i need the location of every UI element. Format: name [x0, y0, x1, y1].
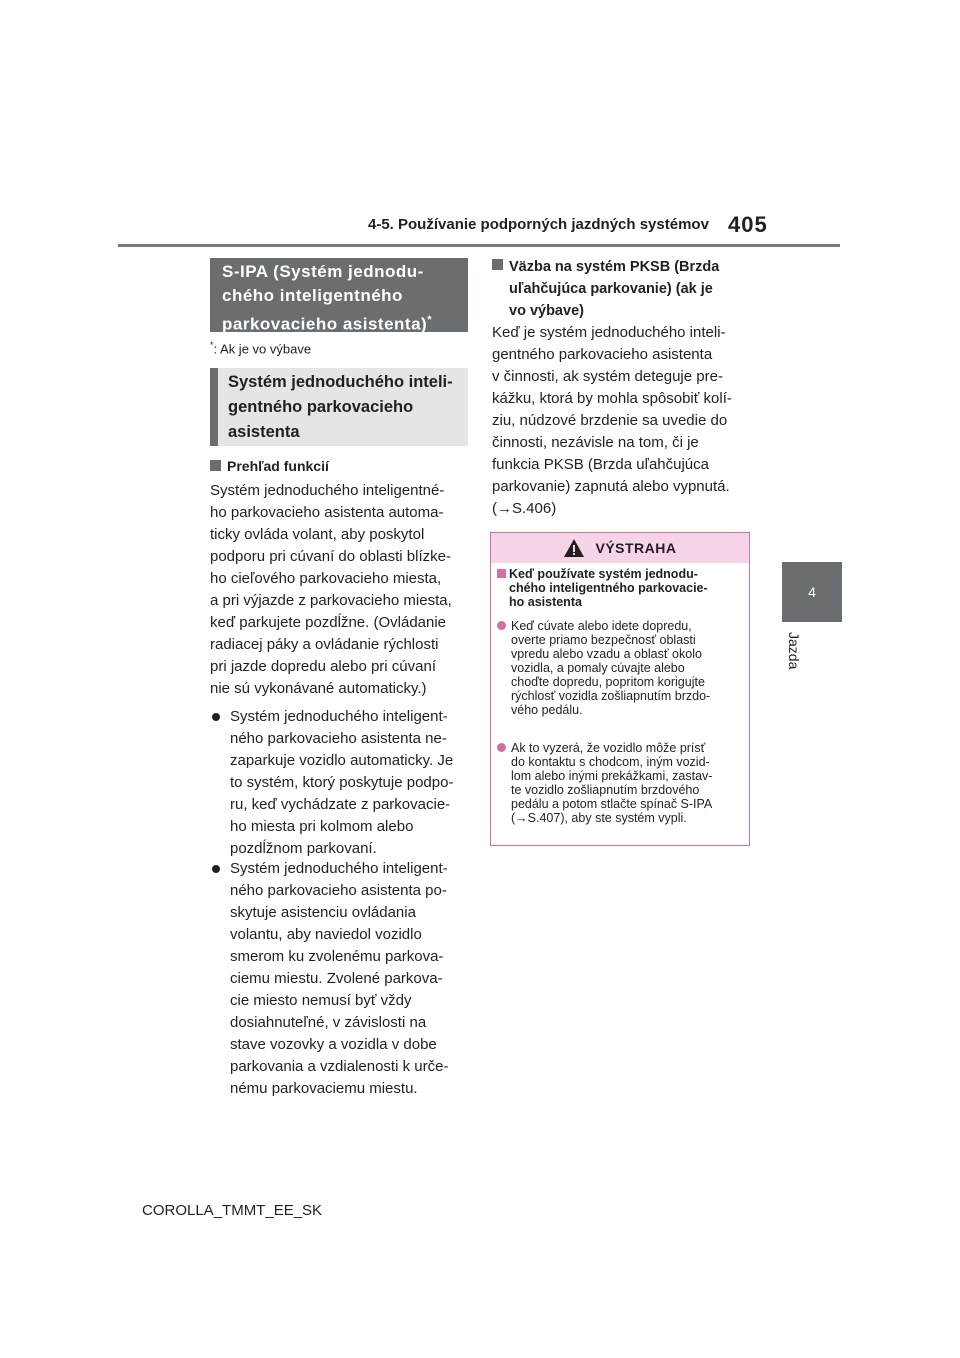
square-bullet-icon [497, 569, 506, 578]
warning-heading: Keď používate systém jednodu- chého inteligentného parkovacie- ho asistenta [497, 567, 755, 609]
subtitle-line: Systém jednoduchého inteli- [228, 373, 453, 391]
header-section-title: 4-5. Používanie podporných jazdných systémov [368, 216, 709, 233]
overview-paragraph: Systém jednoduchého inteligentné- ho parkovacieho asistenta automa- ticky ovláda volant, aby poskytol podporu pri cúvaní do oblasti blízke- ho cieľového parkovacieho miesta, a pri výjazde z parkovacieho miesta, keď parkujete pozdĺžne. (Ovládanie radiacej páky a ovládanie rýchlosti pri jazde dopredu alebo pri cúvaní nie sú vykonávané automaticky.) [210, 482, 452, 697]
subtitle-box [210, 368, 468, 446]
chapter-label [784, 632, 804, 692]
title-line: parkovacieho asistenta)* [222, 314, 432, 334]
pksb-paragraph: Keď je systém jednoduchého inteli- gentného parkovacieho asistenta v činnosti, ak systém deteguje pre- kážku, ktorá by mohla spôsobiť kolí- ziu, núdzové brzdenie sa uvedie do činnosti, nezávisle na tom, či je funkcia PKSB (Brzda uľahčujúca parkovanie) zapnutá alebo vypnutá. (→S.406) [492, 324, 732, 517]
warning-header [491, 533, 749, 563]
bullet-item: Systém jednoduchého inteligent- ného parkovacieho asistenta po- skytuje asistenciu ovládania volantu, aby naviedol vozidlo smerom ku zvolenému parkova- ciemu miestu. Zvolené parkova- cie miesto nemusí byť vždy dosiahnuteľné, v závislosti na stave vozovky a vozidla v dobe parkovania a vzdialenosti k urče- nému parkovaciemu miestu. [212, 858, 468, 1100]
bullet-dot-icon [497, 743, 506, 752]
subtitle-line: asistenta [228, 423, 300, 441]
subtitle-line: gentného parkovacieho [228, 398, 414, 416]
bullet-dot-icon [212, 713, 220, 721]
page-number: 405 [728, 212, 768, 237]
chapter-label-text: Jazda [786, 632, 802, 670]
warning-item: Keď cúvate alebo idete dopredu, overte priamo bezpečnosť oblasti vpredu alebo vzadu a oblasť okolo vozidla, a pomaly cúvajte alebo choďte dopredu, popritom korigujte rýchlosť vozidla zošliapnutím brzdo- vého pedálu. [497, 619, 741, 717]
section-heading: Prehľad funkcií [210, 458, 329, 474]
warning-triangle-icon [563, 538, 585, 558]
header-rule [118, 244, 840, 247]
warning-box [490, 532, 750, 846]
title-line: S-IPA (Systém jednodu- [222, 262, 424, 281]
bullet-dot-icon [212, 865, 220, 873]
warning-title: VÝSTRAHA [595, 540, 677, 556]
footnote: *: Ak je vo výbave [210, 340, 312, 357]
bullet-dot-icon [497, 621, 506, 630]
square-bullet-icon [210, 460, 221, 471]
chapter-number: 4 [808, 584, 816, 600]
footer-code: COROLLA_TMMT_EE_SK [142, 1202, 323, 1219]
warning-item: Ak to vyzerá, že vozidlo môže prísť do kontaktu s chodcom, iným vozid- lom alebo inými prekážkami, zastav- te vozidlo zošliapnutím brzdového pedálu a potom stlačte spínač S-IPA (→S.407), aby ste systém vypli. [497, 741, 741, 825]
section-heading: Väzba na systém PKSB (Brzda uľahčujúca parkovanie) (ak je vo výbave) [492, 256, 752, 322]
chapter-tab [782, 562, 842, 622]
bullet-item: Systém jednoduchého inteligent- ného parkovacieho asistenta ne- zaparkuje vozidlo automaticky. Je to systém, ktorý poskytuje podpo- ru, keď vychádzate z parkovacie- ho miesta pri kolmom alebo pozdĺžnom parkovaní. [212, 706, 468, 860]
square-bullet-icon [492, 259, 503, 270]
title-line: chého inteligentného [222, 286, 403, 305]
footnote-marker: * [427, 314, 432, 326]
section-title-box [210, 258, 468, 332]
